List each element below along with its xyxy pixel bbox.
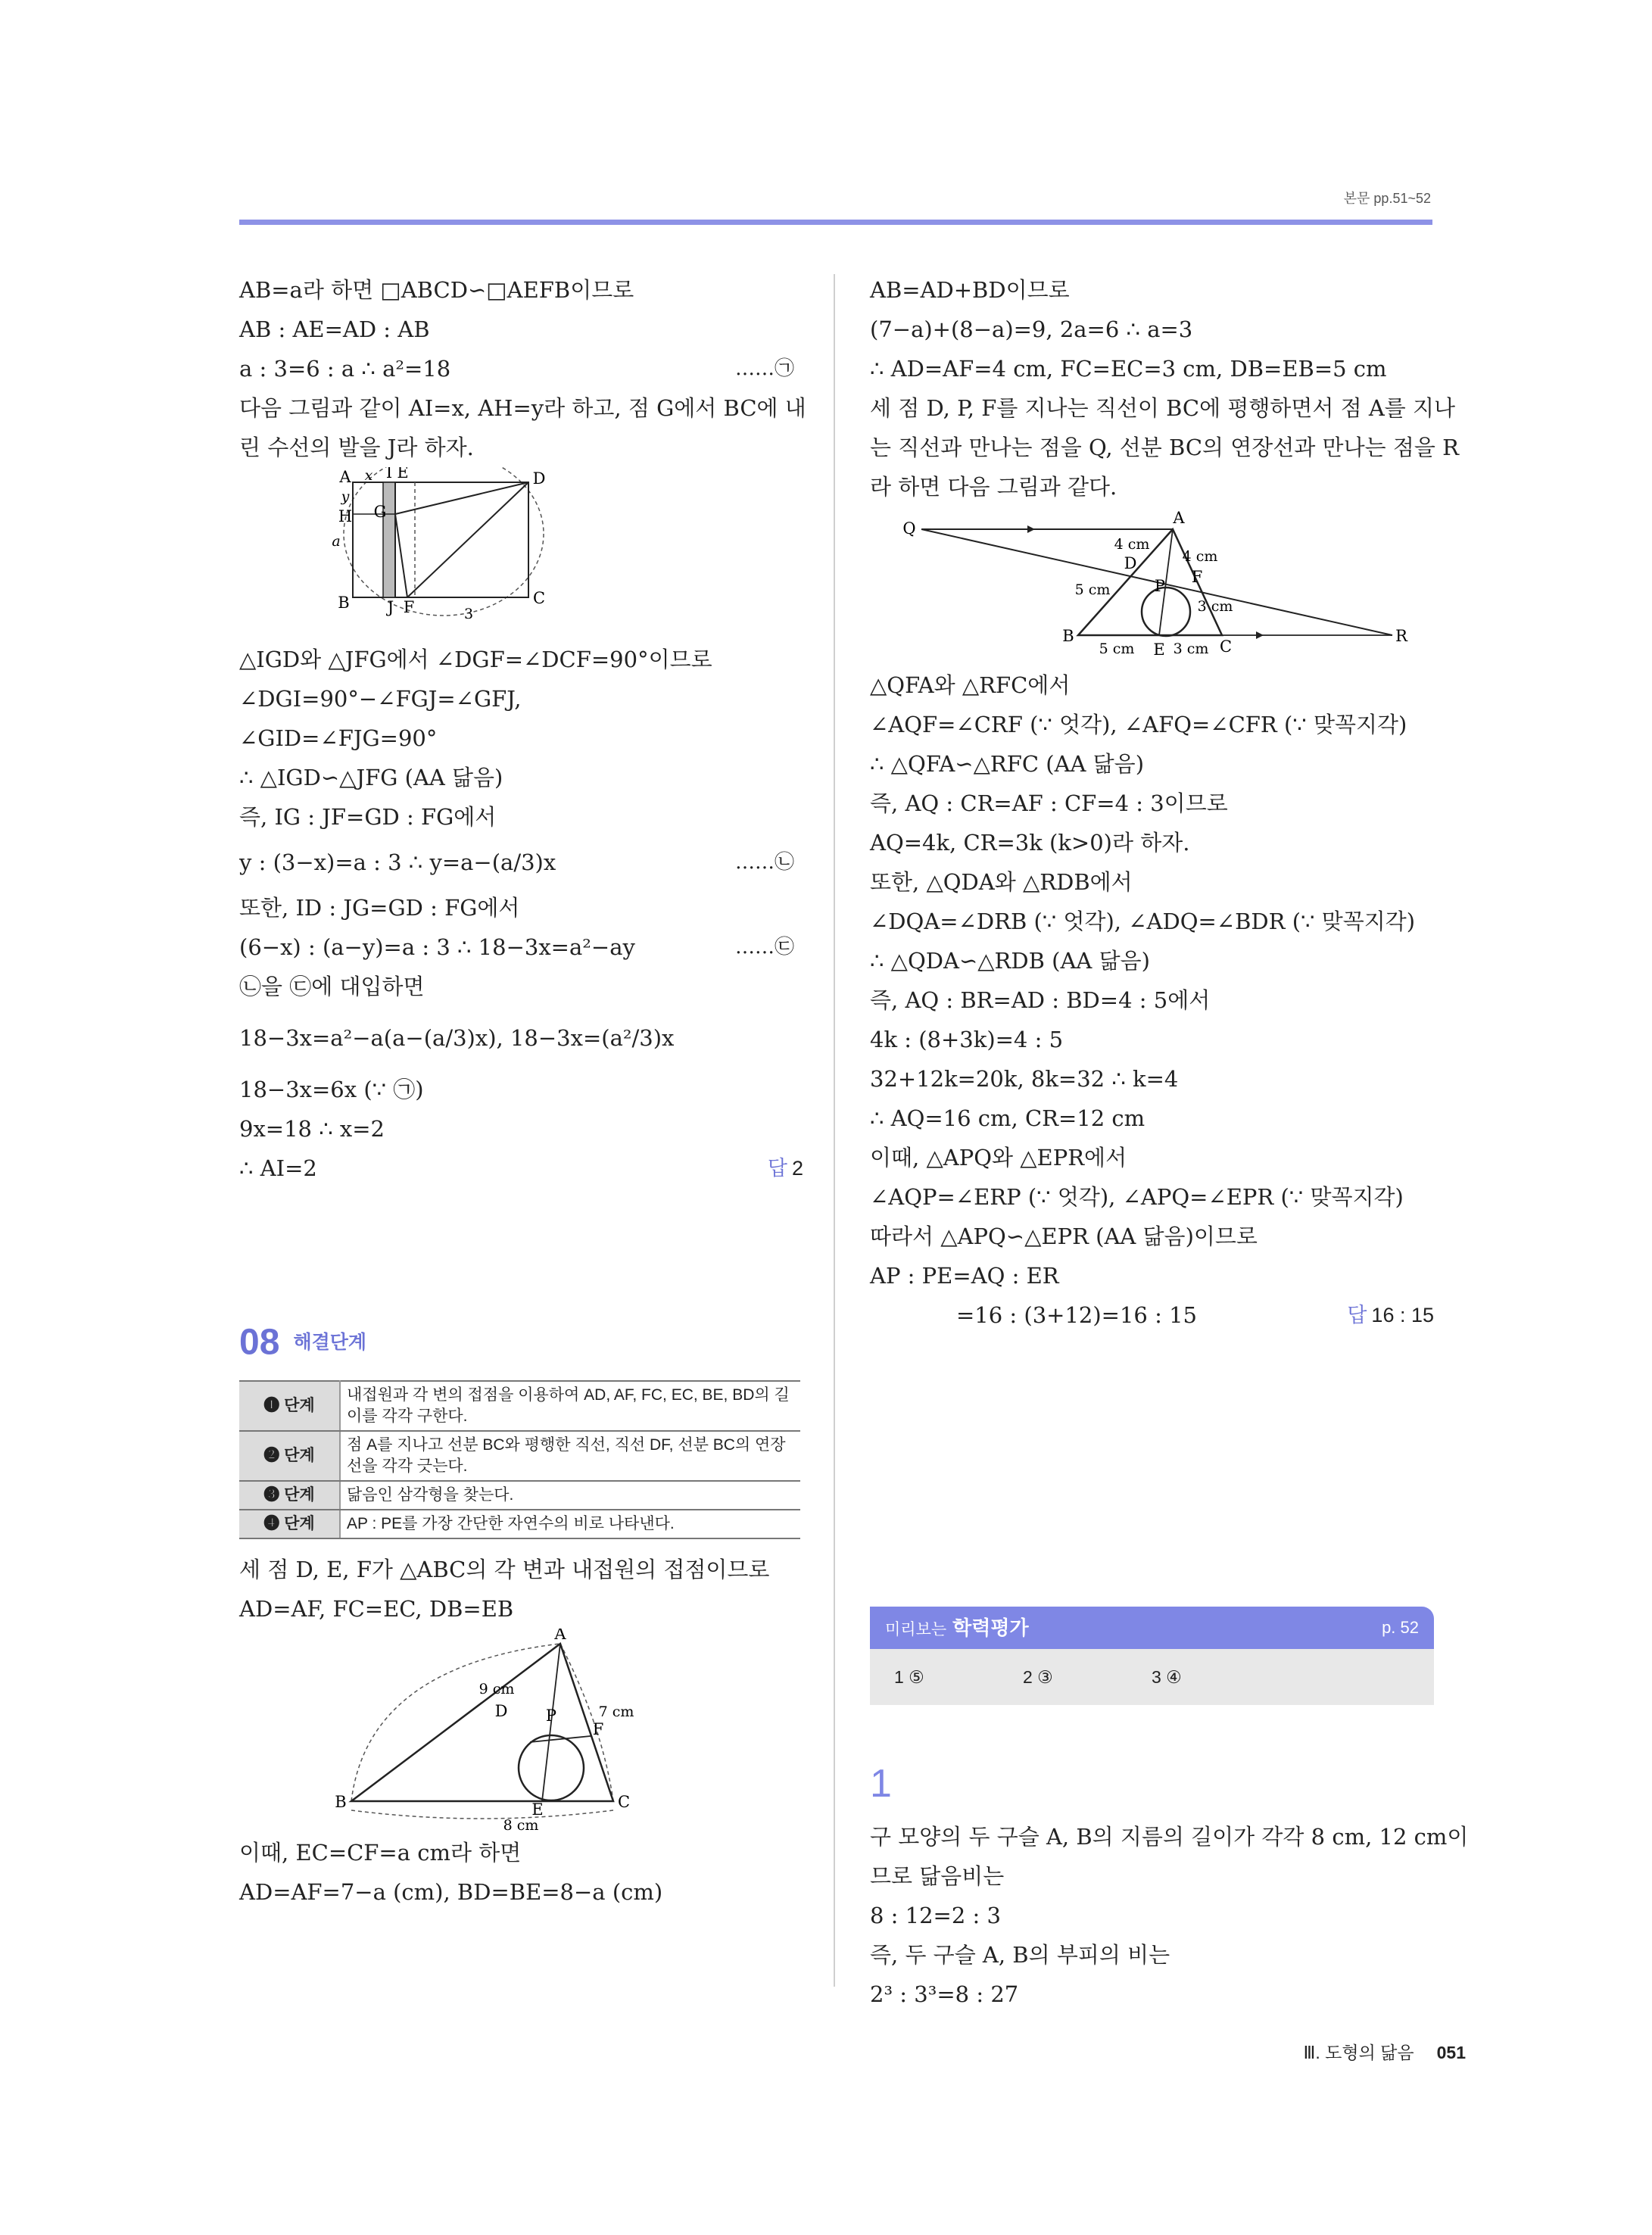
text-line: AP : PE=AQ : ER (870, 1263, 1059, 1289)
fig-label: G (373, 503, 387, 521)
preview-header (870, 1607, 1434, 1649)
fig-label: 7 cm (598, 1704, 634, 1720)
step-desc: 닮음인 삼각형을 찾는다. (340, 1481, 800, 1510)
answer-value: 16 : 15 (1371, 1304, 1434, 1326)
text-line: ∴ AQ=16 cm, CR=12 cm (870, 1105, 1145, 1131)
fig-label: E (531, 1800, 544, 1819)
text-line: 따라서 △APQ∽△EPR (AA 닮음)이므로 (870, 1223, 1258, 1249)
text-line: ∠AQP=∠ERP (∵ 엇각), ∠APQ=∠EPR (∵ 맞꼭지각) (870, 1184, 1404, 1210)
section-number: 08 (239, 1322, 280, 1363)
step-label: ❹ 단계 (239, 1510, 340, 1538)
text-line: AD=AF=7−a (cm), BD=BE=8−a (cm) (239, 1879, 663, 1905)
text-line: △QFA와 △RFC에서 (870, 672, 1071, 698)
text-line: 라 하면 다음 그림과 같다. (870, 474, 1117, 500)
text-line: 세 점 D, E, F가 △ABC의 각 변과 내접원의 접점이므로 (239, 1557, 770, 1582)
left-column (239, 270, 806, 1912)
fig-label: J (387, 598, 394, 616)
fig-label: R (1395, 627, 1407, 645)
text-line: 이때, △APQ와 △EPR에서 (870, 1145, 1127, 1170)
text-line: AB=AD+BD이므로 (870, 277, 1070, 303)
fig-label: 5 cm (1074, 581, 1111, 598)
conclusion: ∴ AI=2 (239, 1155, 317, 1181)
text-line: AB : AE=AD : AB (239, 316, 430, 342)
text-line: ∴ △QFA∽△RFC (AA 닮음) (870, 751, 1145, 777)
preview-answers (870, 1649, 1434, 1705)
preview-page: p. 52 (1382, 1618, 1419, 1637)
fig-label (435, 467, 444, 468)
fig-label: 3 (463, 606, 474, 622)
figure-rectangle (239, 467, 803, 640)
equation: y : (3−x)=a : 3 ∴ y=a−(a/3)x (239, 849, 556, 875)
table-row (239, 1510, 800, 1538)
fig-label: B (338, 594, 350, 612)
text-line: ㉡을 ㉢에 대입하면 (239, 974, 425, 999)
section-label: 해결단계 (293, 1332, 367, 1354)
answer (1347, 1295, 1434, 1335)
step-desc: 내접원과 각 변의 접점을 이용하여 AD, AF, FC, EC, BE, BD의 길이를 각각 구한다. (340, 1381, 800, 1431)
text-line: 는 직선과 만나는 점을 Q, 선분 BC의 연장선과 만나는 점을 R (870, 435, 1459, 460)
header-rule (239, 220, 1432, 225)
fig-label: H (338, 507, 353, 525)
preview-box (870, 1607, 1434, 1705)
fig-label: A (554, 1629, 566, 1643)
text-line (239, 349, 803, 388)
rectangle-diagram (239, 467, 803, 640)
fig-label: 8 cm (503, 1817, 539, 1833)
text-line: 즉, AQ : BR=AD : BD=4 : 5에서 (870, 987, 1211, 1013)
text-line: ∠DQA=∠DRB (∵ 엇각), ∠ADQ=∠BDR (∵ 맞꼭지각) (870, 909, 1416, 934)
fig-label: C (1219, 637, 1233, 656)
fig-label: E (397, 467, 409, 482)
text-line: ∠AQF=∠CRF (∵ 엇각), ∠AFQ=∠CFR (∵ 맞꼭지각) (870, 712, 1407, 737)
text-line: 린 수선의 발을 J라 하자. (239, 435, 474, 460)
fig-label: P (1154, 577, 1166, 595)
text-line: 이때, EC=CF=a cm라 하면 (239, 1840, 522, 1866)
fig-label: B (1062, 627, 1074, 645)
triangle-diagram (239, 1629, 803, 1833)
fig-label: F (403, 598, 415, 616)
table-row (239, 1381, 800, 1431)
preview-answer: 1 ⑤ (894, 1667, 924, 1687)
table-row (239, 1431, 800, 1481)
equation: =16 : (3+12)=16 : 15 (956, 1302, 1197, 1328)
fig-label: E (1153, 641, 1165, 659)
eq-tag: ……㉠ (734, 357, 794, 380)
text-line: AB=a라 하면 □ABCD∽□AEFB이므로 (239, 277, 634, 303)
fig-label: A (1173, 509, 1185, 527)
text-line: 32+12k=20k, 8k=32 ∴ k=4 (870, 1066, 1179, 1092)
text-line: △IGD와 △JFG에서 ∠DGF=∠DCF=90°이므로 (239, 647, 712, 672)
text-line: 세 점 D, P, F를 지나는 직선이 BC에 평행하면서 점 A를 지나 (870, 395, 1456, 421)
text-line: 18−3x=a²−a(a−(a/3)x), 18−3x=(a²/3)x (239, 1025, 675, 1051)
fig-label: D (494, 1702, 508, 1720)
parallel-diagram (870, 507, 1434, 666)
text-line (239, 927, 803, 967)
step-label: ❸ 단계 (239, 1481, 340, 1510)
fig-label: y (341, 488, 350, 505)
fig-label: D (532, 469, 546, 488)
equation: (6−x) : (a−y)=a : 3 ∴ 18−3x=a²−ay (239, 934, 635, 960)
table-row (239, 1481, 800, 1510)
step-desc: AP : PE를 가장 간단한 자연수의 비로 나타낸다. (340, 1510, 800, 1538)
answer-value: 2 (791, 1157, 803, 1180)
preview-title-small: 미리보는 (885, 1621, 947, 1638)
eq-tag: ……㉡ (734, 851, 794, 874)
eq-tag: ……㉢ (734, 936, 794, 959)
text-line: 9x=18 ∴ x=2 (239, 1116, 385, 1142)
section-08-title (239, 1308, 803, 1376)
fig-label: 4 cm (1182, 548, 1218, 565)
fig-label: Q (902, 519, 916, 538)
text-line: 8 : 12=2 : 3 (870, 1903, 1001, 1928)
page-reference: 본문 pp.51~52 (1343, 191, 1431, 206)
column-divider (834, 274, 835, 1987)
fig-label: B (335, 1793, 347, 1811)
fig-label: a (332, 533, 341, 550)
text-line: 즉, IG : JF=GD : FG에서 (239, 804, 497, 830)
preview-title: 학력평가 (952, 1616, 1029, 1639)
answer (768, 1149, 803, 1188)
step-label: ❶ 단계 (239, 1381, 340, 1431)
fig-label: I (385, 467, 393, 482)
footer (1304, 2039, 1467, 2064)
text-line: 구 모양의 두 구슬 A, B의 지름의 길이가 각각 8 cm, 12 cm이 (870, 1824, 1469, 1850)
right-column (870, 270, 1459, 1335)
fig-label: D (1124, 554, 1137, 572)
text-line: 므로 닮음비는 (870, 1863, 1005, 1889)
text-line: ∴ △IGD∽△JFG (AA 닮음) (239, 765, 503, 790)
fig-label: 5 cm (1099, 641, 1135, 657)
chapter-title: Ⅲ. 도형의 닮음 (1303, 2043, 1414, 2062)
text-line (239, 837, 803, 888)
fig-label: 4 cm (1114, 536, 1150, 553)
fig-label: 9 cm (478, 1681, 515, 1697)
text-line: ∴ △QDA∽△RDB (AA 닮음) (870, 948, 1150, 974)
fig-label: C (617, 1793, 631, 1811)
text-line: AD=AF, FC=EC, DB=EB (239, 1596, 514, 1622)
text-line: 18−3x=6x (∵ ㉠) (239, 1077, 424, 1102)
fig-label: 3 cm (1197, 598, 1233, 615)
text-line: 다음 그림과 같이 AI=x, AH=y라 하고, 점 G에서 BC에 내 (239, 395, 806, 421)
steps-table (239, 1380, 800, 1539)
text-line: (7−a)+(8−a)=9, 2a=6 ∴ a=3 (870, 316, 1193, 342)
fig-label: P (545, 1707, 557, 1725)
text-line (239, 1149, 803, 1188)
fig-label: x (364, 467, 373, 484)
fig-label: F (592, 1720, 604, 1738)
fig-label: F (1191, 568, 1203, 586)
step-desc: 점 A를 지나고 선분 BC와 평행한 직선, 직선 DF, 선분 BC의 연장선을 각각 긋는다. (340, 1431, 800, 1481)
text-line: AQ=4k, CR=3k (k>0)라 하자. (870, 830, 1190, 856)
text-line: 또한, △QDA와 △RDB에서 (870, 869, 1133, 895)
figure-parallel-lines (870, 507, 1434, 666)
text-line: ∴ AD=AF=4 cm, FC=EC=3 cm, DB=EB=5 cm (870, 356, 1387, 382)
step-label: ❷ 단계 (239, 1431, 340, 1481)
answer-label: 답 (767, 1157, 787, 1180)
text-line: 또한, ID : JG=GD : FG에서 (239, 895, 520, 921)
question-number: 1 (870, 1762, 892, 1806)
text-line (870, 1295, 1434, 1335)
text-line: 즉, AQ : CR=AF : CF=4 : 3이므로 (870, 790, 1228, 816)
equation: a : 3=6 : a ∴ a²=18 (239, 356, 451, 382)
answer-label: 답 (1347, 1304, 1367, 1326)
preview-answer: 2 ③ (1023, 1667, 1053, 1687)
fig-label: 3 cm (1173, 641, 1209, 657)
text-line: ∠GID=∠FJG=90° (239, 725, 438, 751)
fig-label: A (339, 468, 351, 486)
page-number: 051 (1436, 2043, 1466, 2062)
text-line: 4k : (8+3k)=4 : 5 (870, 1027, 1064, 1052)
question-1 (870, 1753, 1469, 2014)
figure-incircle-triangle (239, 1629, 803, 1833)
text-line: 즉, 두 구슬 A, B의 부피의 비는 (870, 1942, 1170, 1968)
text-line: ∠DGI=90°−∠FGJ=∠GFJ, (239, 686, 522, 712)
preview-answer: 3 ④ (1152, 1667, 1182, 1687)
text-line: 2³ : 3³=8 : 27 (870, 1981, 1019, 2007)
fig-label: C (532, 589, 546, 607)
